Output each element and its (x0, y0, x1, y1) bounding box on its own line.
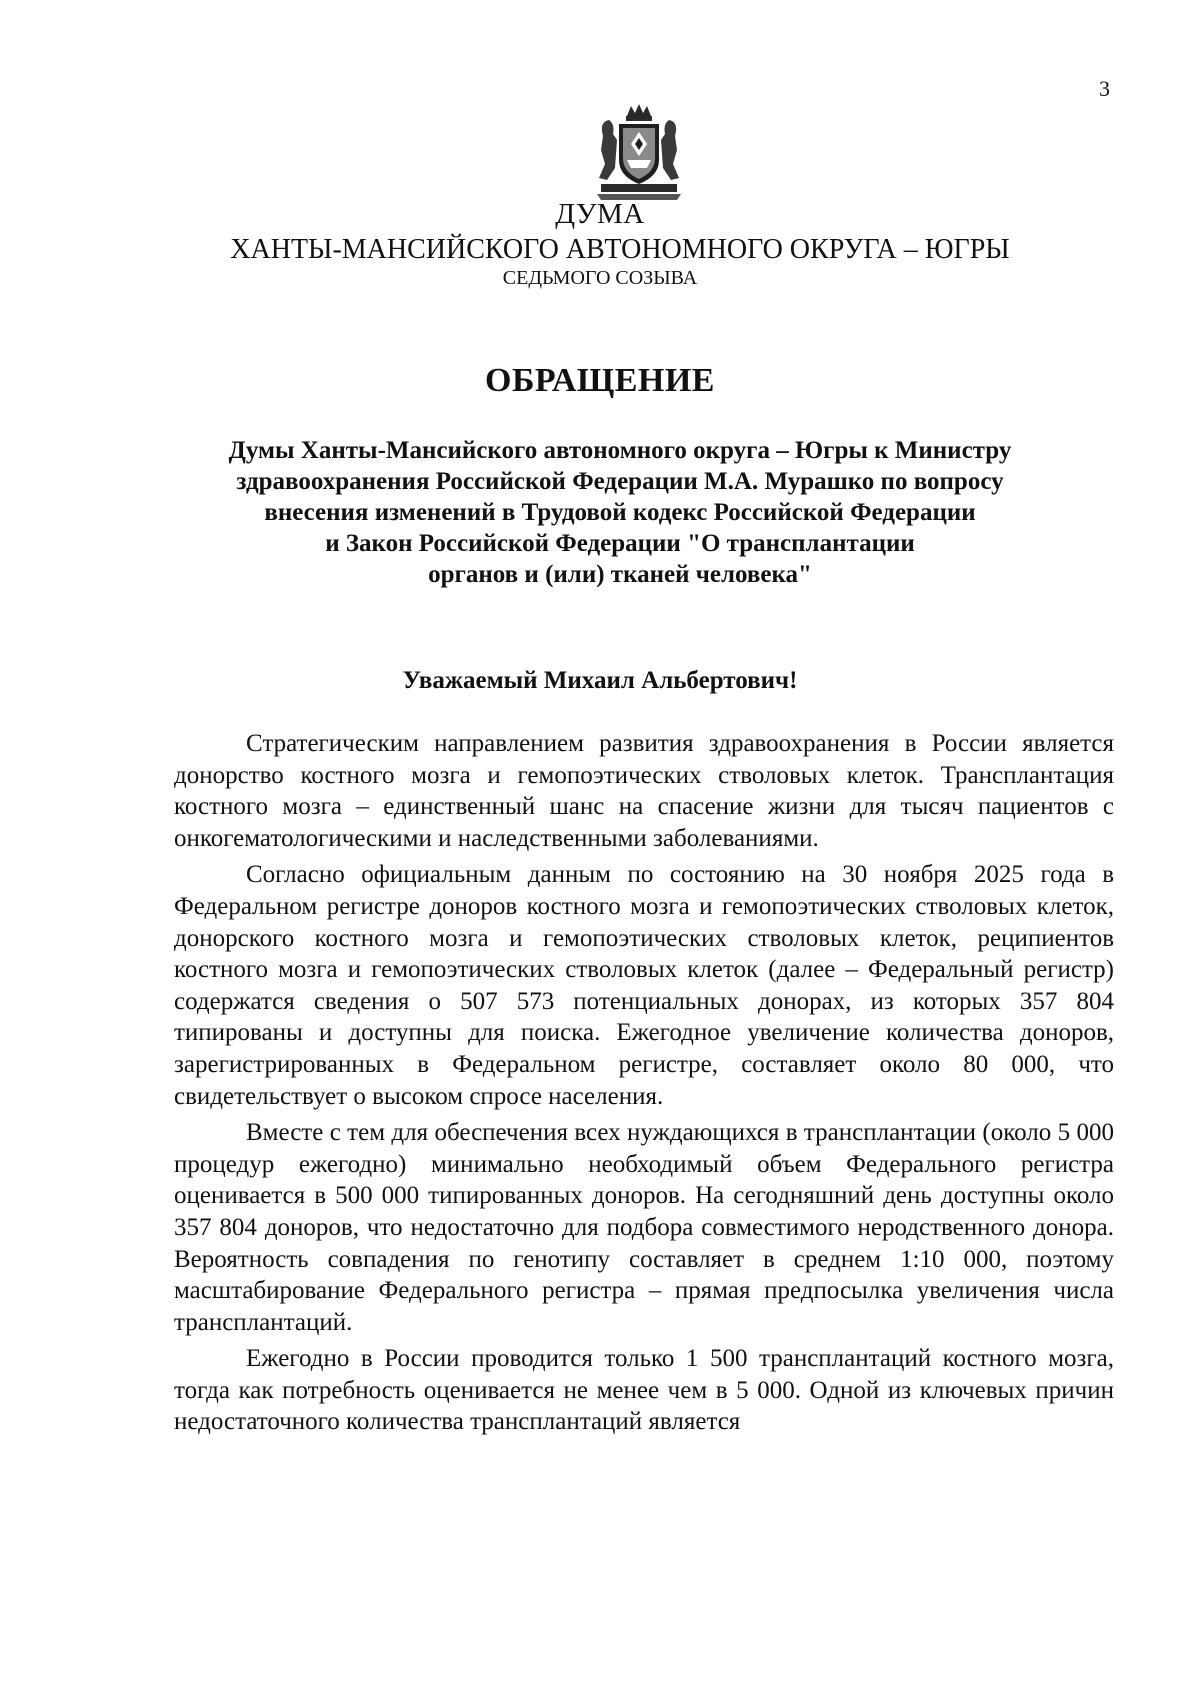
paragraph: Согласно официальным данным по состоянию на 30 ноября 2025 года в Федеральном регистре доноров костного мозга и гемопоэтических стволовых клеток, донорского костного мозга и гемопоэтических стволовых клеток, реципиентов костного мозга и гемопоэтических стволовых клеток (далее – Федеральный регистр) содержатся сведения о 507 573 потенциальных донорах, из которых 357 804 типированы и доступны для поиска. Ежегодное увеличение количества доноров, зарегистрированных в Федеральном регистре, составляет около 80 000, что свидетельствует о высоком спросе населения. (174, 861, 1114, 1110)
greeting: Уважаемый Михаил Альбертович! (402, 667, 798, 694)
subtitle-line: органов и (или) тканей человека" (428, 561, 812, 588)
paragraph: Стратегическим направлением развития здравоохранения в России является донорство костного мозга и гемопоэтических стволовых клеток. Трансплантация костного мозга – единственный шанс на спасение жизни для тысяч пациентов с онкогематологическими и наследственными заболеваниями. (174, 730, 1114, 852)
subtitle-line: внесения изменений в Трудовой кодекс Российской Федерации (264, 499, 976, 526)
org-region: ХАНТЫ-МАНСИЙСКОГО АВТОНОМНОГО ОКРУГА – ЮГРЫ (230, 234, 1010, 265)
org-name-duma: ДУМА (555, 198, 645, 230)
paragraph: Ежегодно в России проводится только 1 500 трансплантаций костного мозга, тогда как потребность оценивается не менее чем в 5 000. Одной из ключевых причин недостаточного количества трансплантаций является (174, 1345, 1114, 1436)
body-text (174, 728, 1114, 1438)
paragraph: Вместе с тем для обеспечения всех нуждающихся в трансплантации (около 5 000 процедур ежегодно) минимально необходимый объем Федерального регистра оценивается в 500 000 типированных доноров. На сегодняшний день доступны около 357 804 доноров, что недостаточно для подбора совместимого неродственного донора. Вероятность совпадения по генотипу составляет в среднем 1:10 000, поэтому масштабирование Федерального регистра – прямая предпосылка увеличения числа трансплантаций. (174, 1119, 1114, 1336)
subtitle-line: Думы Ханты-Мансийского автономного округа – Югры к Министру (228, 437, 1012, 464)
document-subtitle (170, 435, 1070, 590)
page-number: 3 (1099, 76, 1110, 101)
subtitle-line: здравоохранения Российской Федерации М.А. Мурашко по вопросу (236, 468, 1004, 495)
subtitle-line: и Закон Российской Федерации "О трансплантации (325, 530, 915, 557)
org-convocation: СЕДЬМОГО СОЗЫВА (502, 267, 698, 289)
document-title: ОБРАЩЕНИЕ (485, 362, 715, 399)
coat-of-arms-icon (593, 102, 685, 202)
